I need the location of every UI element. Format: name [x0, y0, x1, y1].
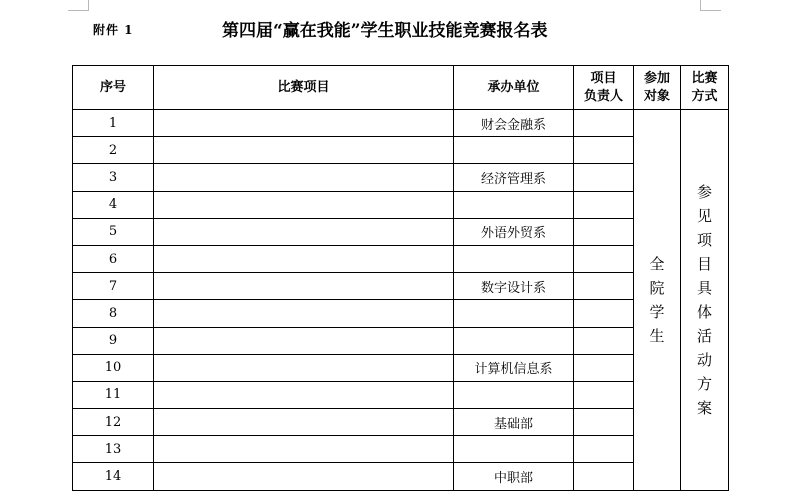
- page-corner-mark-right: [700, 0, 721, 11]
- row-seq: 11: [73, 381, 154, 408]
- row-host: [454, 381, 574, 408]
- row-host: 财会金融系: [454, 110, 574, 137]
- row-seq: 7: [73, 273, 154, 300]
- table-row: [73, 300, 729, 327]
- row-leader-cell[interactable]: [574, 300, 634, 327]
- header-target: [634, 66, 681, 110]
- header-project: 比赛项目: [154, 66, 454, 110]
- row-leader-cell[interactable]: [574, 463, 634, 490]
- row-project-cell[interactable]: [154, 463, 454, 490]
- row-host: 中职部: [454, 463, 574, 490]
- row-leader-cell[interactable]: [574, 273, 634, 300]
- row-host: [454, 300, 574, 327]
- row-host: [454, 191, 574, 218]
- table-row: [73, 381, 729, 408]
- row-seq: 2: [73, 137, 154, 164]
- table-row: [73, 327, 729, 354]
- row-leader-cell[interactable]: [574, 164, 634, 191]
- row-leader-cell[interactable]: [574, 381, 634, 408]
- table-row: [73, 164, 729, 191]
- table-row: [73, 273, 729, 300]
- target-cell: 全院学生: [634, 110, 681, 491]
- row-project-cell[interactable]: [154, 245, 454, 272]
- header-leader-line2: 负责人: [583, 88, 623, 104]
- row-host: [454, 137, 574, 164]
- table-row: [73, 245, 729, 272]
- row-project-cell[interactable]: [154, 218, 454, 245]
- row-seq: 4: [73, 191, 154, 218]
- row-project-cell[interactable]: [154, 409, 454, 436]
- row-project-cell[interactable]: [154, 436, 454, 463]
- row-project-cell[interactable]: [154, 354, 454, 381]
- row-host: [454, 327, 574, 354]
- header-mode-line1: 比赛: [691, 70, 718, 86]
- row-host: 基础部: [454, 409, 574, 436]
- registration-table: [72, 65, 729, 491]
- page-corner-mark-left: [68, 0, 89, 11]
- row-host: 数字设计系: [454, 273, 574, 300]
- row-leader-cell[interactable]: [574, 245, 634, 272]
- row-seq: 9: [73, 327, 154, 354]
- header-seq: 序号: [73, 66, 154, 110]
- table-row: [73, 463, 729, 490]
- table-row: [73, 436, 729, 463]
- row-project-cell[interactable]: [154, 137, 454, 164]
- row-seq: 8: [73, 300, 154, 327]
- row-host: [454, 245, 574, 272]
- page-title: 第四届“赢在我能”学生职业技能竞赛报名表: [222, 21, 548, 41]
- header-target-line2: 对象: [643, 88, 670, 104]
- table-row: [73, 409, 729, 436]
- row-host: [454, 436, 574, 463]
- row-leader-cell[interactable]: [574, 436, 634, 463]
- row-project-cell[interactable]: [154, 381, 454, 408]
- row-seq: 3: [73, 164, 154, 191]
- row-seq: 5: [73, 218, 154, 245]
- row-project-cell[interactable]: [154, 110, 454, 137]
- header-target-line1: 参加: [643, 70, 670, 86]
- header-leader: [574, 66, 634, 110]
- table-row: [73, 137, 729, 164]
- mode-cell: 参见项目具体活动方案: [681, 110, 729, 491]
- row-seq: 10: [73, 354, 154, 381]
- row-seq: 12: [73, 409, 154, 436]
- row-seq: 6: [73, 245, 154, 272]
- row-leader-cell[interactable]: [574, 409, 634, 436]
- row-project-cell[interactable]: [154, 191, 454, 218]
- row-leader-cell[interactable]: [574, 110, 634, 137]
- row-project-cell[interactable]: [154, 164, 454, 191]
- row-project-cell[interactable]: [154, 327, 454, 354]
- header-host: 承办单位: [454, 66, 574, 110]
- row-leader-cell[interactable]: [574, 191, 634, 218]
- row-host: 经济管理系: [454, 164, 574, 191]
- table-row: [73, 191, 729, 218]
- row-host: 计算机信息系: [454, 354, 574, 381]
- row-seq: 14: [73, 463, 154, 490]
- table-header-row: [73, 66, 729, 110]
- row-project-cell[interactable]: [154, 273, 454, 300]
- row-project-cell[interactable]: [154, 300, 454, 327]
- header-leader-line1: 项目: [590, 70, 617, 86]
- attachment-label: 附件 1: [93, 23, 134, 37]
- row-leader-cell[interactable]: [574, 327, 634, 354]
- row-leader-cell[interactable]: [574, 218, 634, 245]
- table-row: [73, 110, 729, 137]
- row-leader-cell[interactable]: [574, 354, 634, 381]
- header-mode: [681, 66, 729, 110]
- table-row: [73, 354, 729, 381]
- table-row: [73, 218, 729, 245]
- row-seq: 1: [73, 110, 154, 137]
- row-seq: 13: [73, 436, 154, 463]
- row-host: 外语外贸系: [454, 218, 574, 245]
- header-mode-line2: 方式: [691, 88, 718, 104]
- row-leader-cell[interactable]: [574, 137, 634, 164]
